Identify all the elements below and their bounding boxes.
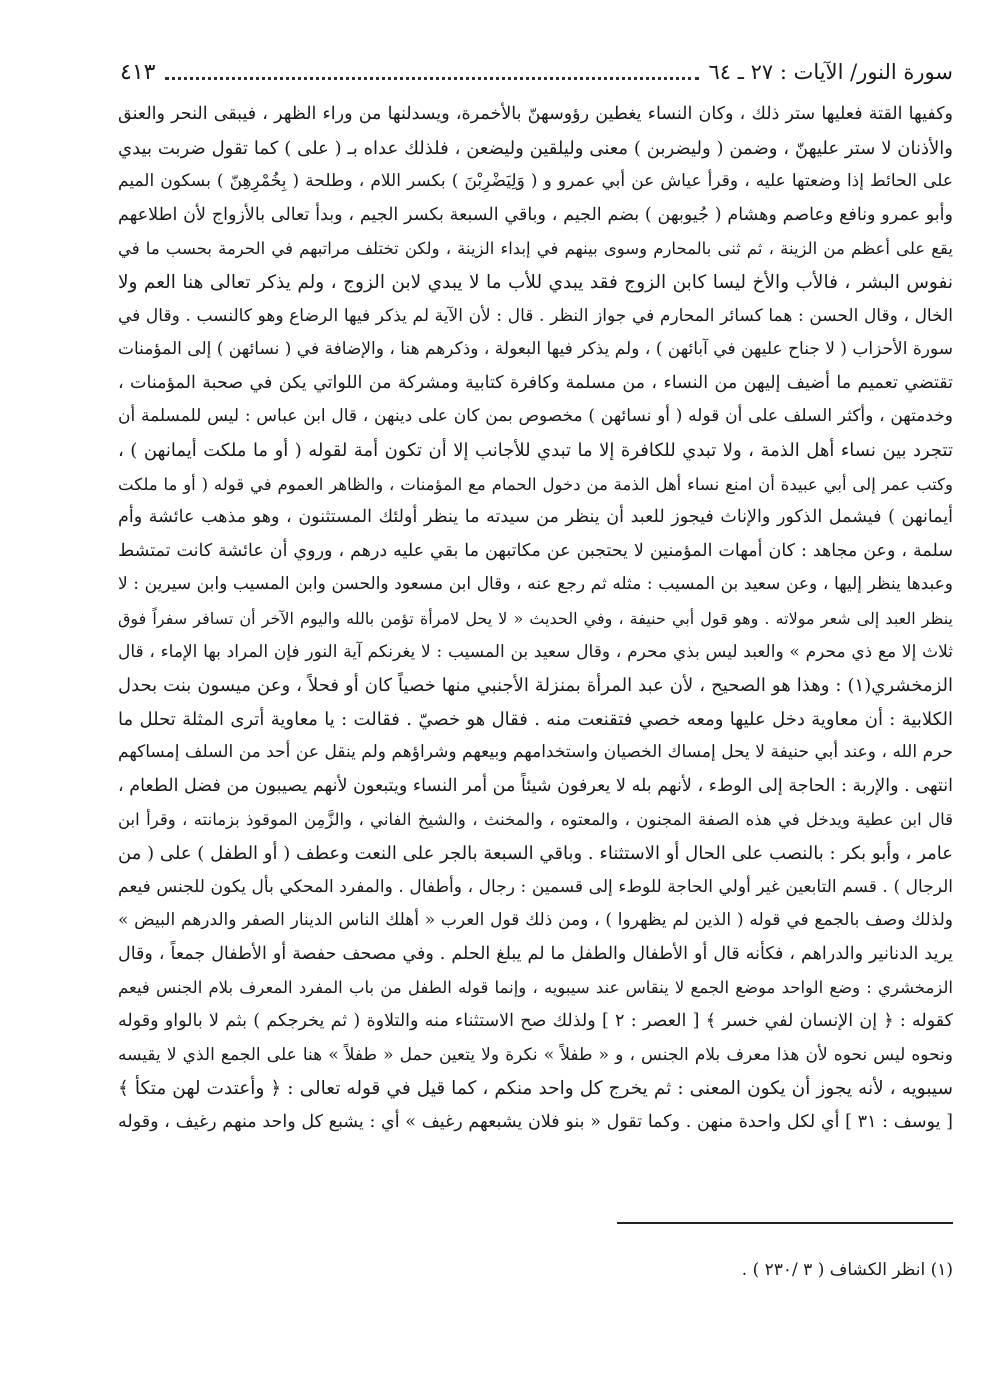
text-line: يريد الدنانير والدراهم ، فكأنه قال أو الأطفال والطفل ما لم يبلغ الحلم . وفي مصحف حفصة أو الأطفال جمعاً ، وقال [118, 943, 953, 964]
text-line: سورة الأحزاب ( لا جناح عليهن في آبائهن ) ، ولم يذكر فيها البعولة ، وذكرهم هنا ، والإضافة في ( نسائهن ) إلى المؤمنات [118, 339, 953, 360]
text-line: سلمة ، وعن مجاهد : كان أمهات المؤمنين لا يحتجبن عن مكاتبهن ما بقي عليه درهم ، وروي أن عائشة كانت تمتشط [118, 540, 953, 561]
text-line: والأذنان لا ستر عليهنّ ، وضمن ( وليضربن ) معنى وليلقين وليضعن ، فلذلك عداه بـ ( على ) كما تقول ضربت بيدي [118, 137, 953, 159]
text-line: وخدمتهن ، وأكثر السلف على أن قوله ( أو نسائهن ) مخصوص بمن كان على دينهن ، قال ابن عباس : ليس للمسلمة أن [118, 406, 953, 427]
text-line: تتجرد بين نساء أهل الذمة ، ولا تبدي للكافرة إلا ما تبدي للأجانب إلا أن تكون أمة لقوله ( أو ما ملكت أيمانهن ) ، [118, 439, 953, 461]
text-line: الكلابية : أن معاوية دخل عليها ومعه خصي فتقنعت منه . فقال هو خصيّ . فقالت : يا معاوية أترى المثلة تحلل ما [118, 708, 953, 730]
text-line: الرجال ) . قسم التابعين غير أولي الحاجة للوطء إلى قسمين : رجال ، وأطفال . والمفرد المحكي بأل يكون للجنس فيعم [118, 876, 953, 897]
text-line: وكتب عمر إلى أبي عبيدة أن امنع نساء أهل الذمة من دخول الحمام مع المؤمنات ، والظاهر العموم في قوله ( أو ما ملكت [118, 474, 953, 494]
text-line: سيبويه ، لأنه يجوز أن يكون المعنى : ثم يخرج كل واحد منكم ، كما قيل في قوله تعالى : ﴿ وأعتدت لهن متكأ ﴾ [118, 1078, 953, 1100]
text-line: قال ابن عطية ويدخل في هذه الصفة المجنون ، والمعتوه ، والمخنث ، والشيخ الفاني ، والزَّمِن الموقوذ بزمانته ، وقرأ ابن [118, 810, 953, 830]
text-line: انتهى . والإربة : الحاجة إلى الوطء ، لأنهم بله لا يعرفون شيئاً من أمر النساء ويتبعون لأنهم يصيبون من فضل الطعام ، [118, 775, 953, 796]
header-leader-dots [165, 77, 698, 80]
page-number: ٤١٣ [120, 59, 156, 85]
text-line: وعبدها ينظر إليها ، وعن سعيد بن المسيب : مثله ثم رجع عنه ، وقال ابن مسعود والحسن وابن المسيب وابن سيرين : لا [118, 574, 953, 595]
text-line: على الحائط إذا وضعتها عليه ، وقرأ عياش عن أبي عمرو و ( وَلِيَضْرِبْنَ ) بكسر اللام ، وطلحة ( بِخُمْرِهِنّ ) بسكون الميم [118, 171, 953, 192]
footnote-separator [617, 1222, 953, 1224]
text-line: وأبو عمرو ونافع وعاصم وهشام ( جُيوبهن ) بضم الجيم ، وباقي السبعة بكسر الجيم ، وبدأ تعالى بالأزواج لأن اطلاعهم [118, 204, 953, 225]
text-line: حرم الله ، وعند أبي حنيفة لا يحل إمساك الخصيان واستخدامهم وبيعهم وشراؤهم ولم ينقل عن أحد من السلف إمساكهم [118, 742, 953, 763]
footnote: (١) انظر الكشاف ( ٣ /٢٣٠ ) . [741, 1260, 953, 1280]
text-line: نفوس البشر ، فالأب والأخ ليسا كابن الزوج فقد يبدي للأب ما لا يبدي لابن الزوج ، ولم يذكر تعالى هنا العم ولا [118, 271, 953, 293]
text-line: أيمانهن ) فيشمل الذكور والإناث فيجوز للعبد أن ينظر من سيدته ما ينظر أولئك المستثنون ، وهو مذهب عائشة وأم [118, 507, 953, 528]
text-line: كقوله : ﴿ إن الإنسان لفي خسر ﴾ [ العصر : ٢ ] ولذلك صح الاستثناء منه والتلاوة ( ثم يخرجكم ) بثم لا بالواو وقوله [118, 1011, 953, 1032]
text-line: الزمخشري(١) : وهذا هو الصحيح ، لأن عبد المرأة بمنزلة الأجنبي منها خصياً كان أو فحلاً ، وعن ميسون بنت بحدل [118, 675, 953, 697]
text-line: ينظر العبد إلى شعر مولاته . وهو قول أبي حنيفة ، وفي الحديث « لا يحل لامرأة تؤمن بالله واليوم الآخر أن تسافر سفراً فوق [118, 608, 953, 628]
body-text [118, 98, 953, 1139]
text-line: [ يوسف : ٣١ ] أي لكل واحدة منهن . وكما تقول « بنو فلان يشبعهم رغيف » أي : يشبع كل واحد منهم رغيف ، وقوله [118, 1111, 953, 1132]
text-line: ثلاث إلا مع ذي محرم » والعبد ليس بذي محرم ، وقال سعيد بن المسيب : لا يغرنكم آية النور فإن المراد بها الإماء ، قال [118, 641, 953, 662]
running-title: سورة النور/ الآيات : ٢٧ ـ ٦٤ [708, 60, 953, 84]
text-line: يقع على أعظم من الزينة ، ثم ثنى بالمحارم وسوى بينهم في إبداء الزينة ، ولكن تختلف مراتبهم في الحرمة بحسب ما في [118, 239, 953, 259]
text-line: الخال ، وقال الحسن : هما كسائر المحارم في جواز النظر . قال : لأن الآية لم يذكر فيها الرضاع وهو كالنسب . وقال في [118, 305, 953, 326]
text-line: عامر ، وأبو بكر : بالنصب على الحال أو الاستثناء . وباقي السبعة بالجر على النعت وعطف ( أو الطفل ) على ( من [118, 843, 953, 865]
text-line: ولذلك وصف بالجمع في قوله ( الذين لم يظهروا ) ، ومن ذلك قول العرب « أهلك الناس الدينار الصفر والدرهم البيض » [118, 910, 953, 931]
text-line: تقتضي تعميم ما أضيف إليهن من النساء ، من مسلمة وكافرة كتابية ومشركة من اللواتي يكن في صحبة المؤمنات ، [118, 372, 953, 393]
text-line: الزمخشري : وضع الواحد موضع الجمع لا ينقاس عند سيبويه ، وإنما قوله الطفل من باب المفرد المعرف بلام الجنس فيعم [118, 978, 953, 998]
text-line: وكفيها القتة فعليها ستر ذلك ، وكان النساء يغطين رؤوسهنّ بالأخمرة، ويسدلنها من وراء الظهر ، فيبقى النحر والعنق [118, 104, 953, 124]
page-header [120, 55, 953, 89]
text-line: ونحوه ليس نحوه لأن هذا معرف بلام الجنس ، و « طفلاً » نكرة ولا يتعين حمل « طفلاً » هنا على الجمع الذي لا يقيسه [118, 1044, 953, 1065]
